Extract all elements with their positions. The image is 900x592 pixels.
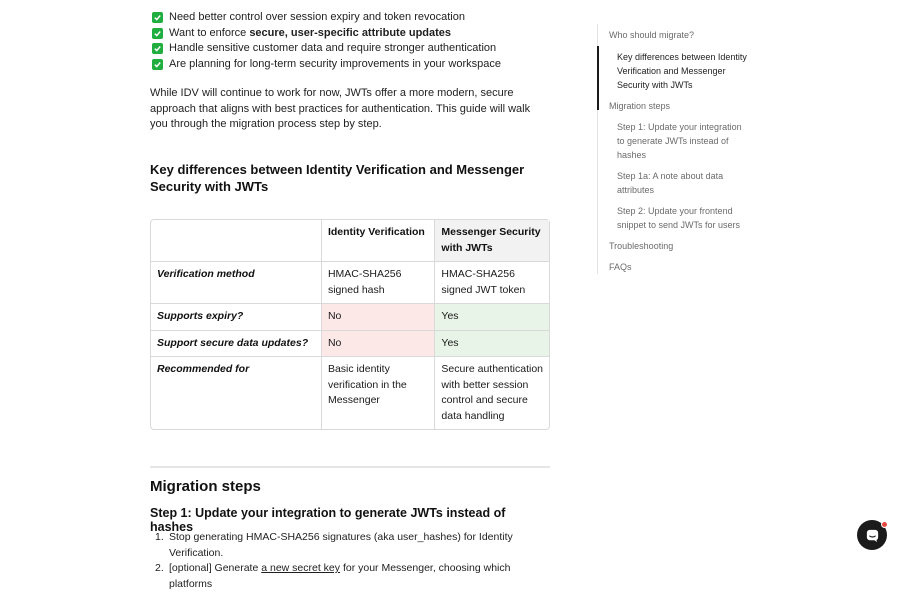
step-text: Stop generating HMAC-SHA256 signatures (aka user_hashes) for Identity Verification. (169, 531, 513, 559)
toc-item-key-differences[interactable]: Key differences between Identity Verification and Messenger Security with JWTs (617, 52, 747, 90)
key-differences-heading: Key differences between Identity Verification and Messenger Security with JWTs (150, 162, 525, 194)
toc-item-migration-steps[interactable]: Migration steps (609, 101, 671, 111)
toc-item-troubleshooting[interactable]: Troubleshooting (609, 241, 674, 251)
messenger-launcher-button[interactable] (857, 520, 887, 550)
table-row (151, 331, 549, 358)
table-row (151, 304, 549, 331)
list-item-prefix: Want to enforce (169, 26, 250, 39)
step-number: 1. (155, 531, 164, 543)
list-item-text: Need better control over session expiry and token revocation (169, 11, 465, 23)
migration-steps-heading: Migration steps (150, 478, 261, 495)
check-box-icon (152, 12, 163, 23)
list-item-text: Are planning for long-term security improvements in your workspace (169, 57, 501, 70)
who-should-migrate-list (150, 10, 550, 72)
toc-item-step-1a[interactable]: Step 1a: A note about data attributes (617, 171, 724, 195)
cell-idv: Basic identity verification in the Messenger (322, 357, 435, 429)
section-divider (150, 466, 550, 468)
table-header-row (151, 220, 549, 262)
list-item (150, 57, 550, 73)
table-header-empty (151, 220, 322, 262)
row-label: Support secure data updates? (151, 331, 322, 358)
table-row (151, 357, 549, 429)
cell-idv: No (322, 331, 435, 358)
cell-idv: HMAC-SHA256 signed hash (322, 262, 435, 304)
toc-active-indicator (597, 46, 599, 110)
table-header-jwt: Messenger Security with JWTs (435, 220, 549, 262)
check-box-icon (152, 28, 163, 39)
article (150, 0, 550, 590)
cell-jwt: HMAC-SHA256 signed JWT token (435, 262, 549, 304)
toc-item-who-should-migrate[interactable]: Who should migrate? (609, 30, 695, 40)
cell-jwt: Yes (435, 304, 549, 331)
cell-jwt: Yes (435, 331, 549, 358)
table-row (151, 262, 549, 304)
list-item (155, 530, 550, 561)
table-header-idv: Identity Verification (322, 220, 435, 262)
list-item (150, 26, 550, 42)
step-text: [optional] Generate (169, 562, 262, 574)
step1-heading: Step 1: Update your integration to generate JWTs instead of hashes (150, 506, 506, 534)
table-of-contents (597, 24, 747, 274)
toc-item-step-1[interactable]: Step 1: Update your integration to generate JWTs instead of hashes (617, 122, 742, 160)
check-box-icon (152, 59, 163, 70)
step-number: 2. (155, 562, 164, 574)
list-item (155, 561, 550, 592)
row-label: Supports expiry? (151, 304, 322, 331)
notification-badge (881, 521, 888, 528)
list-item (150, 41, 550, 57)
toc-item-faqs[interactable]: FAQs (609, 262, 632, 272)
list-item (150, 10, 550, 26)
intro-paragraph: While IDV will continue to work for now, JWTs offer a more modern, secure approach that aligns with best practices for authentication. This guide will walk you through the migration process step by step. (150, 87, 531, 131)
list-item-bold: secure, user-specific attribute updates (249, 26, 452, 39)
check-box-icon (152, 43, 163, 54)
steps-list (155, 530, 550, 592)
chat-icon (865, 528, 880, 543)
new-secret-key-link[interactable]: a new secret key (261, 562, 341, 574)
step-text-suffix: for your Messenger, choosing which platforms (169, 562, 511, 590)
cell-jwt: Secure authentication with better session control and secure data handling (441, 363, 543, 422)
list-item-text: Handle sensitive customer data and require stronger authentication (169, 42, 497, 54)
toc-item-step-2[interactable]: Step 2: Update your frontend snippet to send JWTs for users (617, 206, 741, 230)
row-label: Recommended for (151, 357, 322, 429)
list-item-text (169, 26, 451, 42)
cell-idv: No (322, 304, 435, 331)
row-label: Verification method (151, 262, 322, 304)
comparison-table (150, 219, 550, 430)
